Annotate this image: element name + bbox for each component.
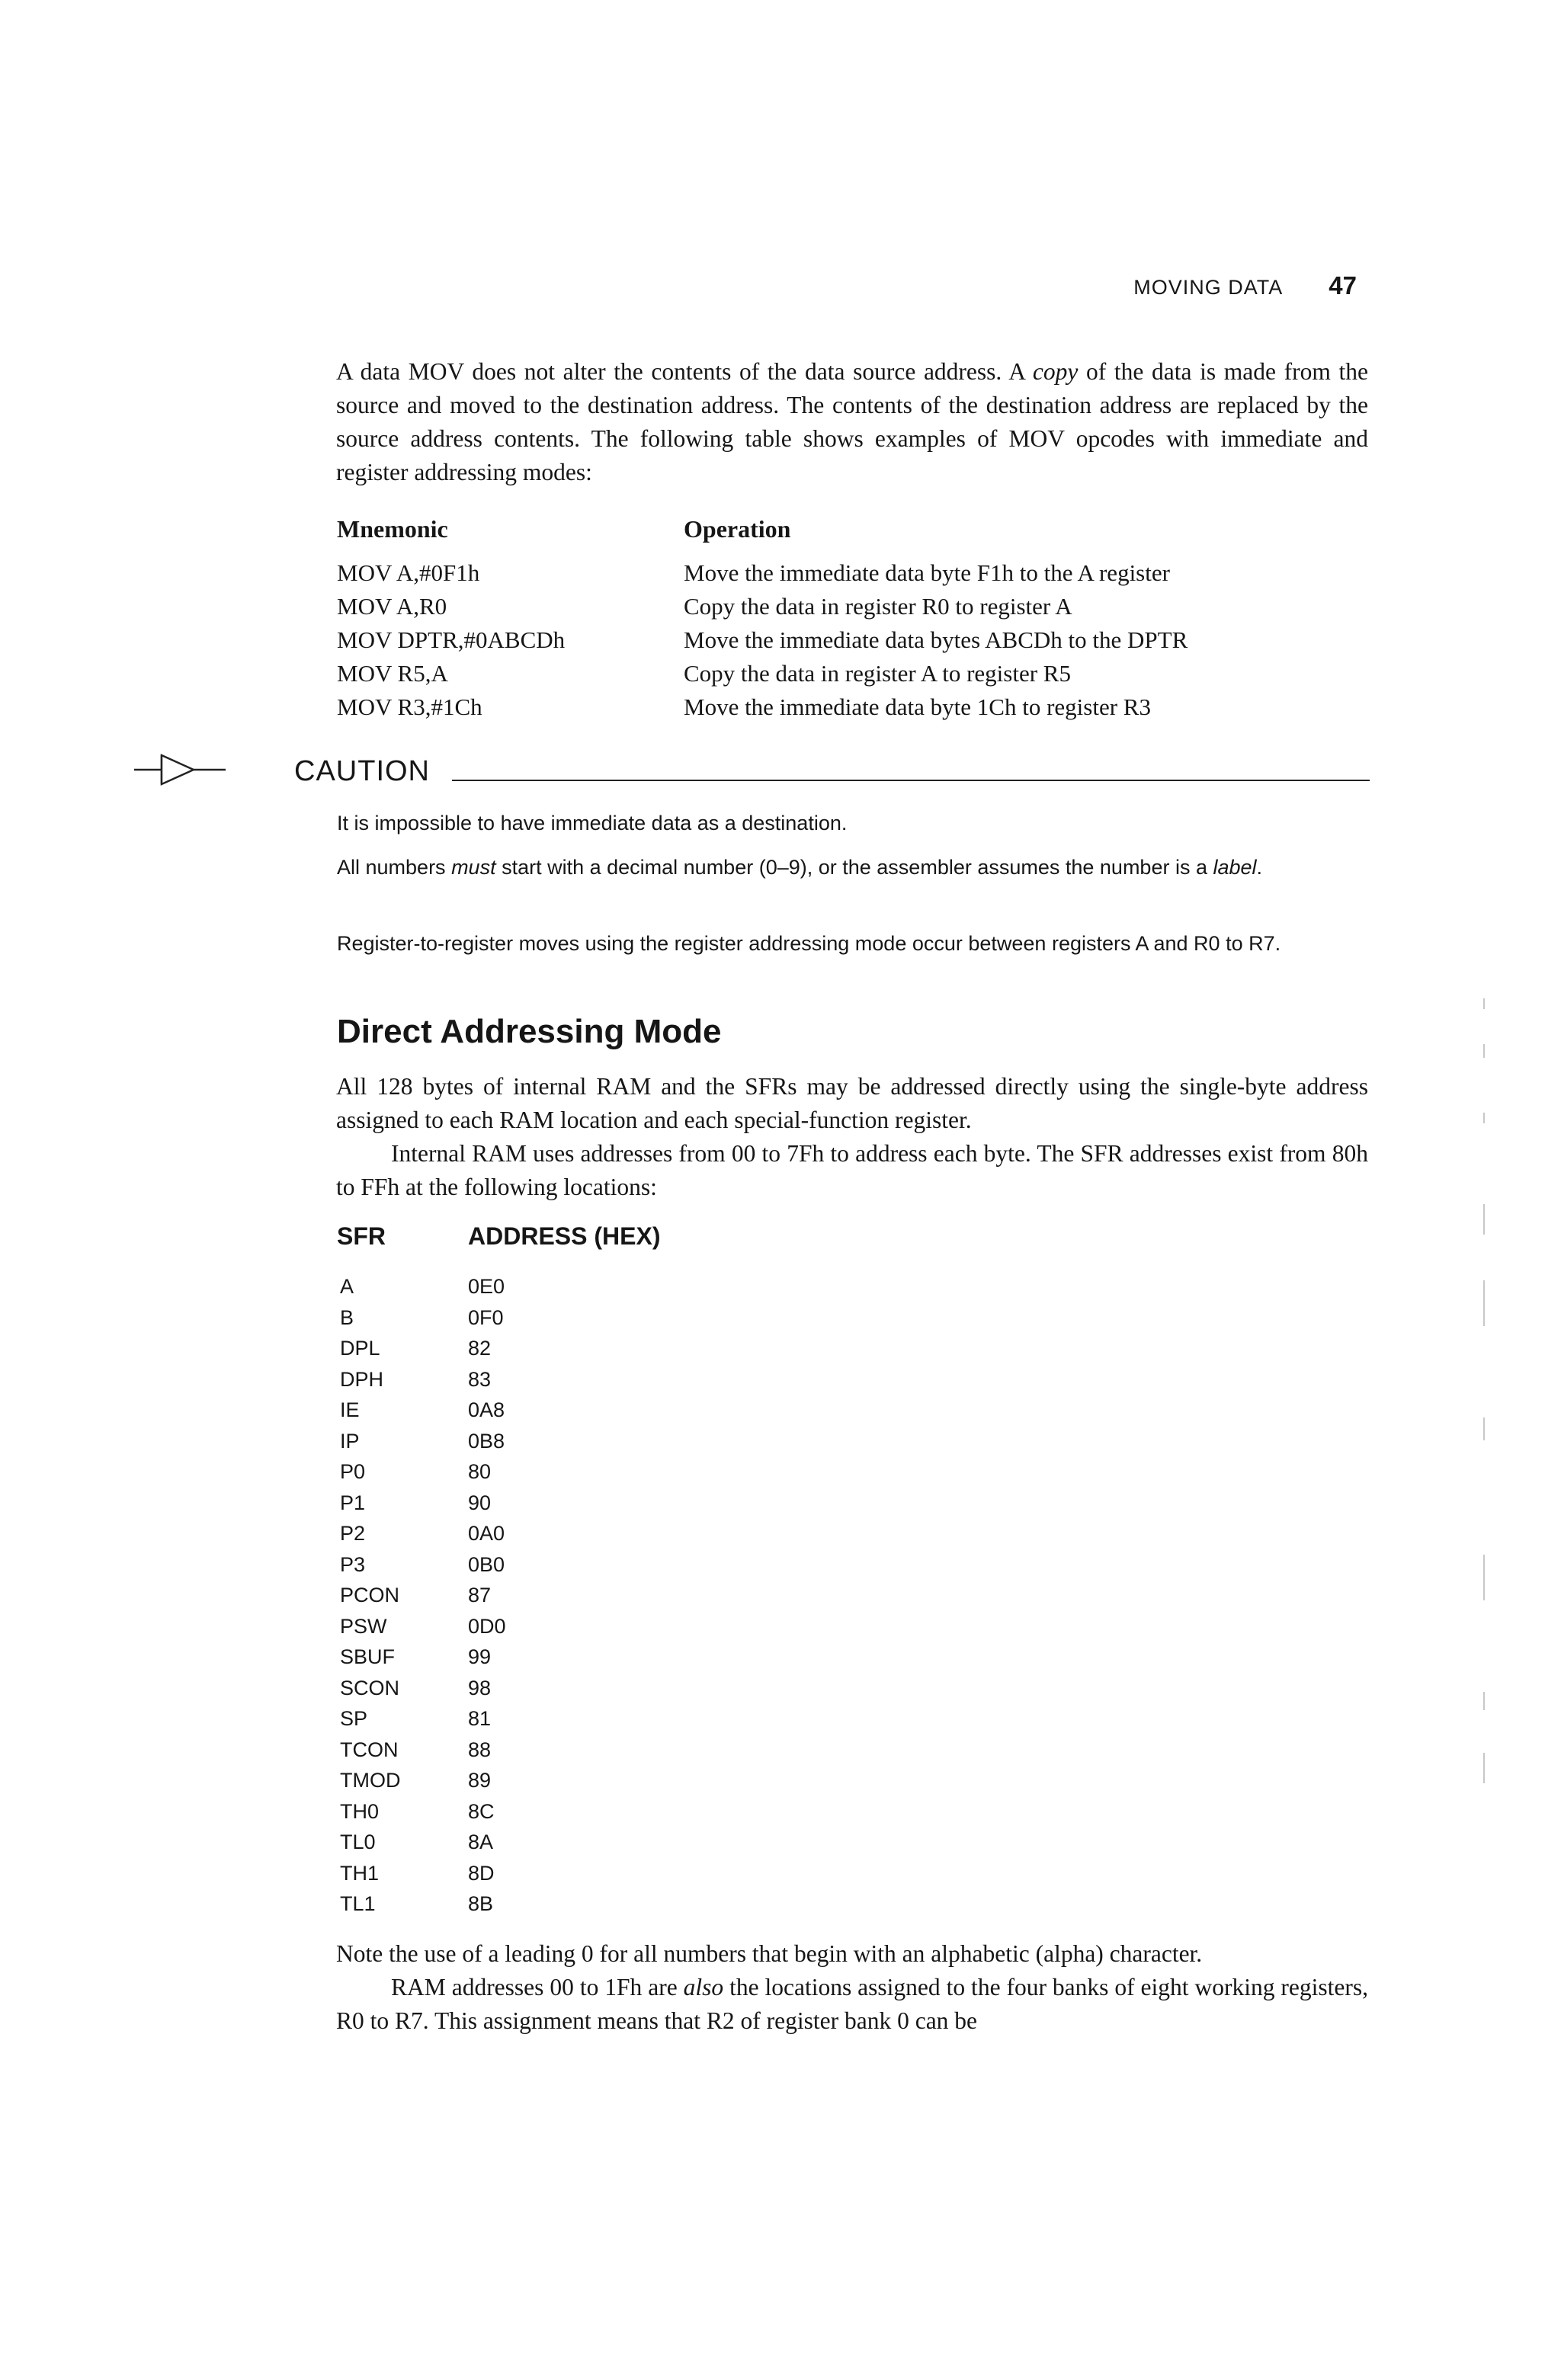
body-paragraph: Note the use of a leading 0 for all numbers that begin with an alphabetic (alpha) character. (336, 1940, 1203, 1967)
sfr-name-cell: P0 (340, 1460, 366, 1483)
sfr-name-cell: PCON (340, 1584, 400, 1606)
mnemonic-cell: MOV A,#0F1h (337, 559, 480, 586)
scan-speck (1483, 1692, 1485, 1710)
sfr-header: SFR (337, 1222, 386, 1250)
sfr-address-cell: 8A (468, 1831, 494, 1853)
intro-text-a: A data MOV does not alter the contents of the data source address. A (336, 358, 1033, 385)
table-row (337, 1395, 718, 1425)
table-row (337, 1302, 718, 1333)
caution-text: . (1256, 856, 1263, 879)
sfr-name-cell: DPL (340, 1337, 380, 1360)
sfr-name-cell: P1 (340, 1491, 366, 1514)
table-row (337, 660, 1404, 693)
operation-header: Operation (684, 515, 791, 543)
scan-speck (1483, 1753, 1485, 1783)
table-row (337, 1673, 718, 1703)
sfr-address-cell: 81 (468, 1707, 492, 1730)
table-row (337, 1333, 718, 1363)
scan-speck (1483, 1113, 1485, 1123)
table-row (337, 1549, 718, 1580)
sfr-address-cell: 0B8 (468, 1429, 505, 1453)
ram-text-b: the locations assigned to the four banks of eight working registers, R0 to R7. This assignment means that R2 of register bank 0 can be (336, 1974, 1368, 2034)
scan-speck (1483, 1044, 1485, 1058)
table-row (337, 1611, 718, 1642)
mnemonic-cell: MOV A,R0 (337, 593, 447, 620)
sfr-name-cell: TL0 (340, 1831, 376, 1853)
caution-item (337, 852, 1373, 883)
operation-cell: Move the immediate data bytes ABCDh to the DPTR (684, 626, 1188, 653)
sfr-name-cell: SBUF (340, 1645, 396, 1668)
intro-text-b: of the data is made from the source and moved to the destination address. The contents of the destination address are replaced by the source address contents. The following table shows examples of MOV opcodes with immediate and register addressing modes: (336, 358, 1368, 485)
sfr-address-cell: 8B (468, 1892, 494, 1915)
caution-text: start with a decimal number (0–9), or the assembler assumes the number is a (495, 856, 1213, 879)
sfr-name-cell: TH0 (340, 1799, 380, 1823)
mov-examples-table (337, 515, 1404, 744)
caution-arrow-icon (134, 751, 226, 789)
table-row (337, 1858, 718, 1888)
table-row (337, 1518, 718, 1549)
address-header: ADDRESS (HEX) (468, 1222, 661, 1250)
sfr-address-cell: 8D (468, 1861, 495, 1885)
sfr-name-cell: P3 (340, 1552, 366, 1576)
sfr-address-cell: 98 (468, 1676, 492, 1699)
body-paragraph (336, 1971, 1368, 2038)
table-row (337, 1271, 718, 1302)
sfr-name-cell: TH1 (340, 1861, 380, 1885)
intro-paragraph (336, 355, 1368, 489)
table-row (337, 1765, 718, 1795)
operation-cell: Copy the data in register R0 to register A (684, 593, 1072, 620)
sfr-name-cell: SP (340, 1707, 368, 1730)
table-row (337, 1456, 718, 1487)
intro-emphasis: copy (1032, 358, 1079, 385)
sfr-address-cell: 80 (468, 1460, 492, 1483)
caution-text: All numbers (337, 856, 452, 879)
running-header (1082, 271, 1357, 314)
sfr-address-cell: 0A0 (468, 1522, 505, 1545)
table-row (337, 1796, 718, 1827)
caution-item: It is impossible to have immediate data as a destination. (337, 812, 848, 834)
sfr-address-cell: 0D0 (468, 1614, 506, 1638)
table-row (337, 1580, 718, 1610)
mnemonic-cell: MOV R3,#1Ch (337, 693, 482, 720)
mnemonic-header: Mnemonic (337, 515, 448, 543)
sfr-address-cell: 87 (468, 1584, 492, 1606)
table-row (337, 1703, 718, 1734)
table-row (337, 1426, 718, 1456)
ram-text-a: RAM addresses 00 to 1Fh are (391, 1974, 684, 2000)
sfr-address-cell: 89 (468, 1769, 492, 1792)
sfr-name-cell: IE (340, 1398, 360, 1421)
operation-cell: Move the immediate data byte 1Ch to register R3 (684, 693, 1151, 720)
caution-rule (452, 780, 1370, 781)
scan-speck (1483, 1555, 1485, 1600)
sfr-address-cell: 8C (468, 1799, 495, 1823)
operation-cell: Copy the data in register A to register R5 (684, 660, 1071, 687)
mov-table-header (337, 515, 1404, 549)
sfr-address-cell: 0B0 (468, 1552, 505, 1576)
sfr-address-cell: 99 (468, 1645, 492, 1668)
sfr-address-cell: 0A8 (468, 1398, 505, 1421)
sfr-address-cell: 0E0 (468, 1275, 505, 1298)
page-number: 47 (1329, 271, 1357, 300)
table-row (337, 593, 1404, 626)
caution-emphasis: must (451, 856, 496, 879)
body-paragraph: Internal RAM uses addresses from 00 to 7Fh to address each byte. The SFR addresses exist from 80h to FFh at the following locations: (336, 1140, 1368, 1200)
sfr-name-cell: IP (340, 1429, 360, 1453)
ram-emphasis: also (683, 1974, 724, 2000)
table-row (337, 1888, 718, 1919)
table-row (337, 1827, 718, 1857)
sfr-address-cell: 83 (468, 1367, 492, 1391)
table-row (337, 693, 1404, 727)
operation-cell: Move the immediate data byte F1h to the A register (684, 559, 1170, 586)
sfr-name-cell: A (340, 1275, 354, 1298)
table-row (337, 1488, 718, 1518)
sfr-table-header (337, 1222, 718, 1256)
table-row (337, 559, 1404, 593)
sfr-address-table (337, 1222, 718, 1924)
scan-speck (1483, 1417, 1485, 1440)
sfr-name-cell: PSW (340, 1614, 387, 1638)
sfr-address-cell: 90 (468, 1491, 492, 1514)
table-row (337, 1364, 718, 1395)
sfr-name-cell: SCON (340, 1676, 400, 1699)
sfr-address-cell: 82 (468, 1337, 492, 1360)
caution-emphasis: label (1213, 856, 1257, 879)
sfr-name-cell: B (340, 1305, 354, 1329)
section-heading: Direct Addressing Mode (337, 1013, 722, 1050)
sfr-address-cell: 88 (468, 1738, 492, 1761)
sfr-name-cell: P2 (340, 1522, 366, 1545)
sfr-name-cell: DPH (340, 1367, 384, 1391)
caution-label: CAUTION (294, 755, 430, 787)
table-row (337, 626, 1404, 660)
mnemonic-cell: MOV DPTR,#0ABCDh (337, 626, 566, 653)
scan-speck (1483, 1280, 1485, 1326)
sfr-name-cell: TCON (340, 1738, 399, 1761)
caution-item: Register-to-register moves using the register addressing mode occur between registers A and R0 to R7. (337, 932, 1281, 955)
table-row (337, 1642, 718, 1672)
running-header-section: MOVING DATA (1133, 276, 1284, 299)
body-paragraph: All 128 bytes of internal RAM and the SFRs may be addressed directly using the single-byte address assigned to each RAM location and each special-function register. (336, 1073, 1368, 1133)
scan-speck (1483, 1204, 1485, 1235)
table-row (337, 1735, 718, 1765)
sfr-name-cell: TL1 (340, 1892, 376, 1915)
sfr-address-cell: 0F0 (468, 1305, 504, 1329)
scan-speck (1483, 998, 1485, 1009)
sfr-name-cell: TMOD (340, 1769, 401, 1792)
mnemonic-cell: MOV R5,A (337, 660, 448, 687)
